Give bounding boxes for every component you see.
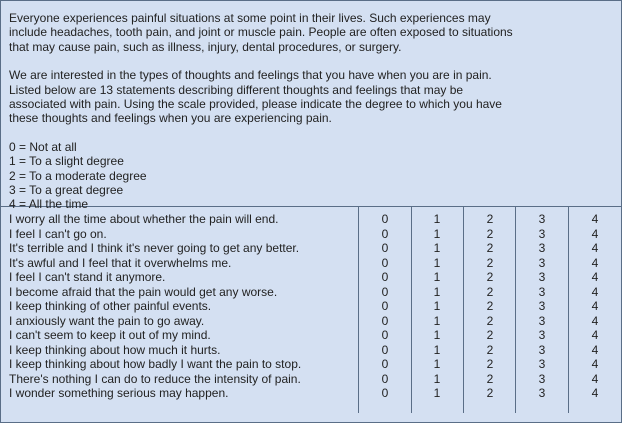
rating-option-1[interactable]: 1: [433, 313, 441, 328]
rating-option-0[interactable]: 0: [381, 226, 389, 241]
statement-text: I wonder something serious may happen.: [9, 386, 229, 400]
rating-option-2[interactable]: 2: [486, 342, 494, 357]
rating-option-3[interactable]: 3: [538, 255, 546, 270]
statements-table: [1, 207, 621, 422]
rating-option-2[interactable]: 2: [486, 371, 494, 386]
statement-text: I keep thinking about how badly I want the pain to stop.: [9, 357, 302, 371]
intro-paragraph-1: Everyone experiences painful situations at some point in their lives. Such experiences may include headaches, tooth pain, and joint or muscle pain. People are often exposed to situations that may cause pain, such as illness, injury, dental procedures, or surgery.: [9, 11, 513, 54]
intro-paragraph-2: We are interested in the types of thoughts and feelings that you have when you are in pain. Listed below are 13 statements describing different thoughts and feelings that may be associated with pain. Using the scale provided, please indicate the degree to which you have these thoughts and feelings when you are experiencing pain.: [9, 68, 502, 126]
rating-option-2[interactable]: 2: [486, 357, 494, 371]
scale-item-0: 0 = Not at all: [9, 139, 77, 154]
statement-row: [1, 256, 621, 271]
rating-option-0[interactable]: 0: [381, 212, 389, 226]
statement-row: [1, 386, 621, 401]
rating-option-4[interactable]: 4: [591, 299, 599, 313]
rating-option-3[interactable]: 3: [538, 342, 546, 357]
rating-option-0[interactable]: 0: [381, 328, 389, 342]
statement-text: I feel I can't go on.: [9, 226, 107, 241]
rating-option-1[interactable]: 1: [433, 241, 441, 255]
statement-text: There's nothing I can do to reduce the intensity of pain.: [9, 371, 301, 386]
rating-option-1[interactable]: 1: [433, 299, 441, 313]
rating-scale-legend: [9, 140, 613, 212]
statement-row: [1, 299, 621, 314]
statement-text: I become afraid that the pain would get any worse.: [9, 284, 278, 299]
rating-option-0[interactable]: 0: [381, 371, 389, 386]
rating-option-4[interactable]: 4: [591, 313, 599, 328]
statement-text: It's awful and I feel that it overwhelms me.: [9, 255, 232, 270]
rating-option-1[interactable]: 1: [433, 226, 441, 241]
rating-option-4[interactable]: 4: [591, 226, 599, 241]
rating-option-3[interactable]: 3: [538, 313, 546, 328]
rating-option-3[interactable]: 3: [538, 270, 546, 284]
rating-option-2[interactable]: 2: [486, 226, 494, 241]
scale-item-3: 3 = To a great degree: [9, 183, 124, 198]
rating-option-3[interactable]: 3: [538, 299, 546, 313]
rating-option-1[interactable]: 1: [433, 371, 441, 386]
rating-option-3[interactable]: 3: [538, 241, 546, 255]
rating-option-0[interactable]: 0: [381, 284, 389, 299]
rating-option-4[interactable]: 4: [591, 386, 599, 400]
rating-option-3[interactable]: 3: [538, 212, 546, 226]
rating-option-1[interactable]: 1: [433, 284, 441, 299]
rating-option-1[interactable]: 1: [433, 386, 441, 400]
rating-option-1[interactable]: 1: [433, 357, 441, 371]
rating-option-3[interactable]: 3: [538, 371, 546, 386]
rating-option-4[interactable]: 4: [591, 284, 599, 299]
rating-option-4[interactable]: 4: [591, 342, 599, 357]
rating-option-2[interactable]: 2: [486, 241, 494, 255]
scale-item-2: 2 = To a moderate degree: [9, 168, 147, 183]
rating-option-1[interactable]: 1: [433, 328, 441, 342]
rating-option-2[interactable]: 2: [486, 386, 494, 400]
statement-row: [1, 314, 621, 329]
statement-text: I feel I can't stand it anymore.: [9, 270, 166, 284]
statement-row: [1, 343, 621, 358]
statement-row: [1, 285, 621, 300]
rating-option-3[interactable]: 3: [538, 386, 546, 400]
rating-option-2[interactable]: 2: [486, 255, 494, 270]
rating-option-1[interactable]: 1: [433, 212, 441, 226]
rating-option-0[interactable]: 0: [381, 357, 389, 371]
rating-option-3[interactable]: 3: [538, 284, 546, 299]
rating-option-4[interactable]: 4: [591, 212, 599, 226]
statement-text: I keep thinking about how much it hurts.: [9, 342, 221, 357]
rating-option-2[interactable]: 2: [486, 270, 494, 284]
rating-option-4[interactable]: 4: [591, 255, 599, 270]
statement-row: [1, 357, 621, 372]
rating-option-0[interactable]: 0: [381, 255, 389, 270]
rating-option-2[interactable]: 2: [486, 212, 494, 226]
statement-row: [1, 270, 621, 285]
rating-option-4[interactable]: 4: [591, 328, 599, 342]
statement-text: I keep thinking of other painful events.: [9, 299, 212, 313]
statement-text: I can't seem to keep it out of my mind.: [9, 328, 211, 342]
instructions-section: [1, 1, 621, 212]
rating-option-2[interactable]: 2: [486, 313, 494, 328]
statement-row: [1, 212, 621, 227]
statement-text: I worry all the time about whether the pain will end.: [9, 212, 279, 226]
rating-option-4[interactable]: 4: [591, 371, 599, 386]
scale-item-4: 4 = All the time: [9, 197, 89, 212]
rating-option-1[interactable]: 1: [433, 270, 441, 284]
rating-option-4[interactable]: 4: [591, 270, 599, 284]
statement-rows: [1, 212, 621, 401]
statement-row: [1, 227, 621, 242]
rating-option-4[interactable]: 4: [591, 241, 599, 255]
statement-text: I anxiously want the pain to go away.: [9, 313, 205, 328]
statement-row: [1, 372, 621, 387]
rating-option-0[interactable]: 0: [381, 299, 389, 313]
scale-item-1: 1 = To a slight degree: [9, 154, 124, 169]
rating-option-1[interactable]: 1: [433, 342, 441, 357]
rating-option-2[interactable]: 2: [486, 284, 494, 299]
rating-option-3[interactable]: 3: [538, 357, 546, 371]
rating-option-1[interactable]: 1: [433, 255, 441, 270]
rating-option-2[interactable]: 2: [486, 328, 494, 342]
rating-option-3[interactable]: 3: [538, 328, 546, 342]
statement-row: [1, 328, 621, 343]
statement-text: It's terrible and I think it's never going to get any better.: [9, 241, 300, 255]
rating-option-2[interactable]: 2: [486, 299, 494, 313]
rating-option-3[interactable]: 3: [538, 226, 546, 241]
rating-option-0[interactable]: 0: [381, 386, 389, 400]
rating-option-0[interactable]: 0: [381, 270, 389, 284]
statement-row: [1, 241, 621, 256]
rating-option-0[interactable]: 0: [381, 241, 389, 255]
rating-option-0[interactable]: 0: [381, 342, 389, 357]
rating-option-4[interactable]: 4: [591, 357, 599, 371]
rating-option-0[interactable]: 0: [381, 313, 389, 328]
